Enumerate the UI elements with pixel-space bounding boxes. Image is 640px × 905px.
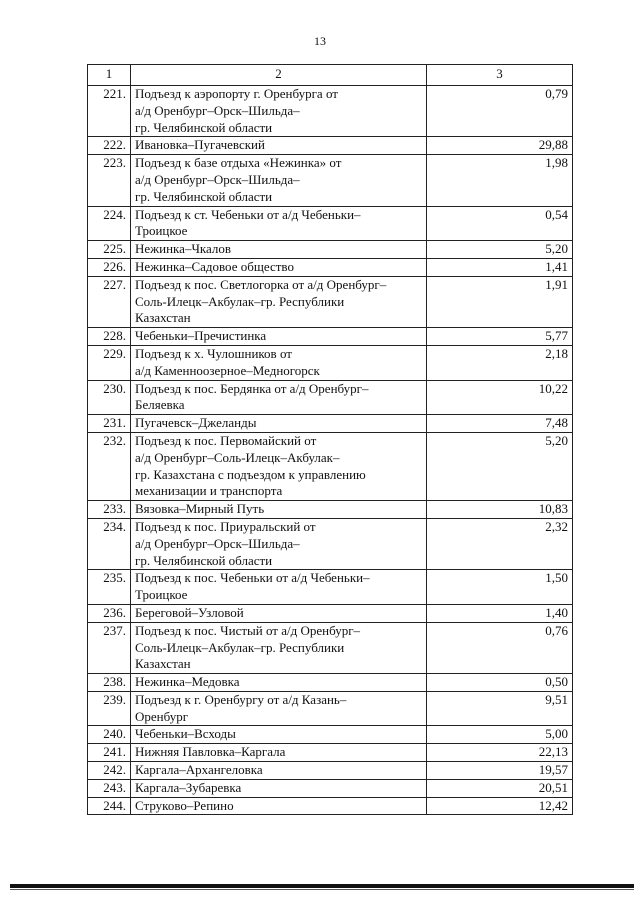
row-number: 235.: [88, 570, 131, 605]
row-number: 228.: [88, 328, 131, 346]
row-number: 240.: [88, 726, 131, 744]
road-length: 9,51: [427, 691, 573, 726]
page-bottom-rule: [10, 884, 634, 888]
row-number: 238.: [88, 674, 131, 692]
road-name: Подъезд к аэропорту г. Оренбурга от а/д Оренбург–Орск–Шильда– гр. Челябинской области: [131, 86, 427, 137]
row-number: 225.: [88, 241, 131, 259]
row-number: 242.: [88, 762, 131, 780]
table-row: [88, 328, 573, 346]
row-number: 222.: [88, 137, 131, 155]
road-length: 1,40: [427, 604, 573, 622]
table-row: [88, 762, 573, 780]
road-length: 0,79: [427, 86, 573, 137]
column-header-name: 2: [131, 65, 427, 86]
road-length: 5,20: [427, 432, 573, 500]
road-length: 12,42: [427, 797, 573, 815]
table-row: [88, 604, 573, 622]
road-length: 1,91: [427, 276, 573, 327]
road-length: 29,88: [427, 137, 573, 155]
table-row: [88, 137, 573, 155]
road-name: Подъезд к пос. Чистый от а/д Оренбург– Соль-Илецк–Акбулак–гр. Республики Казахстан: [131, 622, 427, 673]
row-number: 227.: [88, 276, 131, 327]
road-length: 0,50: [427, 674, 573, 692]
table-row: [88, 797, 573, 815]
road-length: 22,13: [427, 744, 573, 762]
row-number: 224.: [88, 206, 131, 241]
road-name: Вязовка–Мирный Путь: [131, 501, 427, 519]
row-number: 243.: [88, 779, 131, 797]
road-registry-table: [87, 64, 573, 815]
table-row: [88, 206, 573, 241]
road-name: Нежинка–Чкалов: [131, 241, 427, 259]
row-number: 239.: [88, 691, 131, 726]
road-length: 2,32: [427, 518, 573, 569]
road-name: Нежинка–Садовое общество: [131, 258, 427, 276]
road-name: Чебеньки–Пречистинка: [131, 328, 427, 346]
road-name: Подъезд к базе отдыха «Нежинка» от а/д Оренбург–Орск–Шильда– гр. Челябинской области: [131, 155, 427, 206]
road-name: Подъезд к пос. Светлогорка от а/д Оренбург– Соль-Илецк–Акбулак–гр. Республики Казахстан: [131, 276, 427, 327]
road-name: Подъезд к ст. Чебеньки от а/д Чебеньки– Троицкое: [131, 206, 427, 241]
road-name: Подъезд к г. Оренбургу от а/д Казань– Оренбург: [131, 691, 427, 726]
row-number: 231.: [88, 415, 131, 433]
road-length: 7,48: [427, 415, 573, 433]
table-row: [88, 155, 573, 206]
road-name: Подъезд к пос. Приуральский от а/д Оренбург–Орск–Шильда– гр. Челябинской области: [131, 518, 427, 569]
road-length: 5,20: [427, 241, 573, 259]
road-length: 5,00: [427, 726, 573, 744]
table-row: [88, 726, 573, 744]
row-number: 226.: [88, 258, 131, 276]
road-name: Каргала–Зубаревка: [131, 779, 427, 797]
road-name: Подъезд к пос. Чебеньки от а/д Чебеньки– Троицкое: [131, 570, 427, 605]
column-header-number: 1: [88, 65, 131, 86]
page-number: 13: [314, 34, 326, 48]
road-length: 10,22: [427, 380, 573, 415]
table-row: [88, 691, 573, 726]
road-name: Ивановка–Пугачевский: [131, 137, 427, 155]
table-row: [88, 241, 573, 259]
table-row: [88, 276, 573, 327]
road-length: 0,76: [427, 622, 573, 673]
road-length: 1,98: [427, 155, 573, 206]
table-row: [88, 518, 573, 569]
row-number: 236.: [88, 604, 131, 622]
table-row: [88, 380, 573, 415]
row-number: 230.: [88, 380, 131, 415]
table-header: [88, 65, 573, 86]
row-number: 232.: [88, 432, 131, 500]
header-row: [88, 65, 573, 86]
table-row: [88, 345, 573, 380]
row-number: 234.: [88, 518, 131, 569]
row-number: 221.: [88, 86, 131, 137]
road-name: Береговой–Узловой: [131, 604, 427, 622]
table-body: [88, 86, 573, 815]
table-row: [88, 415, 573, 433]
row-number: 244.: [88, 797, 131, 815]
table-row: [88, 570, 573, 605]
road-name: Нежинка–Медовка: [131, 674, 427, 692]
row-number: 241.: [88, 744, 131, 762]
road-length: 19,57: [427, 762, 573, 780]
table-row: [88, 432, 573, 500]
road-name: Подъезд к пос. Первомайский от а/д Оренбург–Соль-Илецк–Акбулак– гр. Казахстана с подъездом к управлению механизации и транспорта: [131, 432, 427, 500]
row-number: 233.: [88, 501, 131, 519]
table-row: [88, 501, 573, 519]
table-row: [88, 674, 573, 692]
row-number: 237.: [88, 622, 131, 673]
road-name: Каргала–Архангеловка: [131, 762, 427, 780]
road-name: Подъезд к пос. Бердянка от а/д Оренбург– Беляевка: [131, 380, 427, 415]
table-row: [88, 779, 573, 797]
road-length: 1,41: [427, 258, 573, 276]
row-number: 223.: [88, 155, 131, 206]
road-name: Подъезд к х. Чулошников от а/д Каменноозерное–Медногорск: [131, 345, 427, 380]
page-bottom-rule-thin: [10, 889, 634, 890]
road-length: 20,51: [427, 779, 573, 797]
road-name: Пугачевск–Джеланды: [131, 415, 427, 433]
table-row: [88, 258, 573, 276]
table-row: [88, 86, 573, 137]
road-name: Чебеньки–Всходы: [131, 726, 427, 744]
table-row: [88, 744, 573, 762]
column-header-length: 3: [427, 65, 573, 86]
table-row: [88, 622, 573, 673]
road-name: Нижняя Павловка–Каргала: [131, 744, 427, 762]
road-length: 5,77: [427, 328, 573, 346]
road-length: 2,18: [427, 345, 573, 380]
road-name: Струково–Репино: [131, 797, 427, 815]
road-length: 0,54: [427, 206, 573, 241]
row-number: 229.: [88, 345, 131, 380]
road-length: 1,50: [427, 570, 573, 605]
road-length: 10,83: [427, 501, 573, 519]
